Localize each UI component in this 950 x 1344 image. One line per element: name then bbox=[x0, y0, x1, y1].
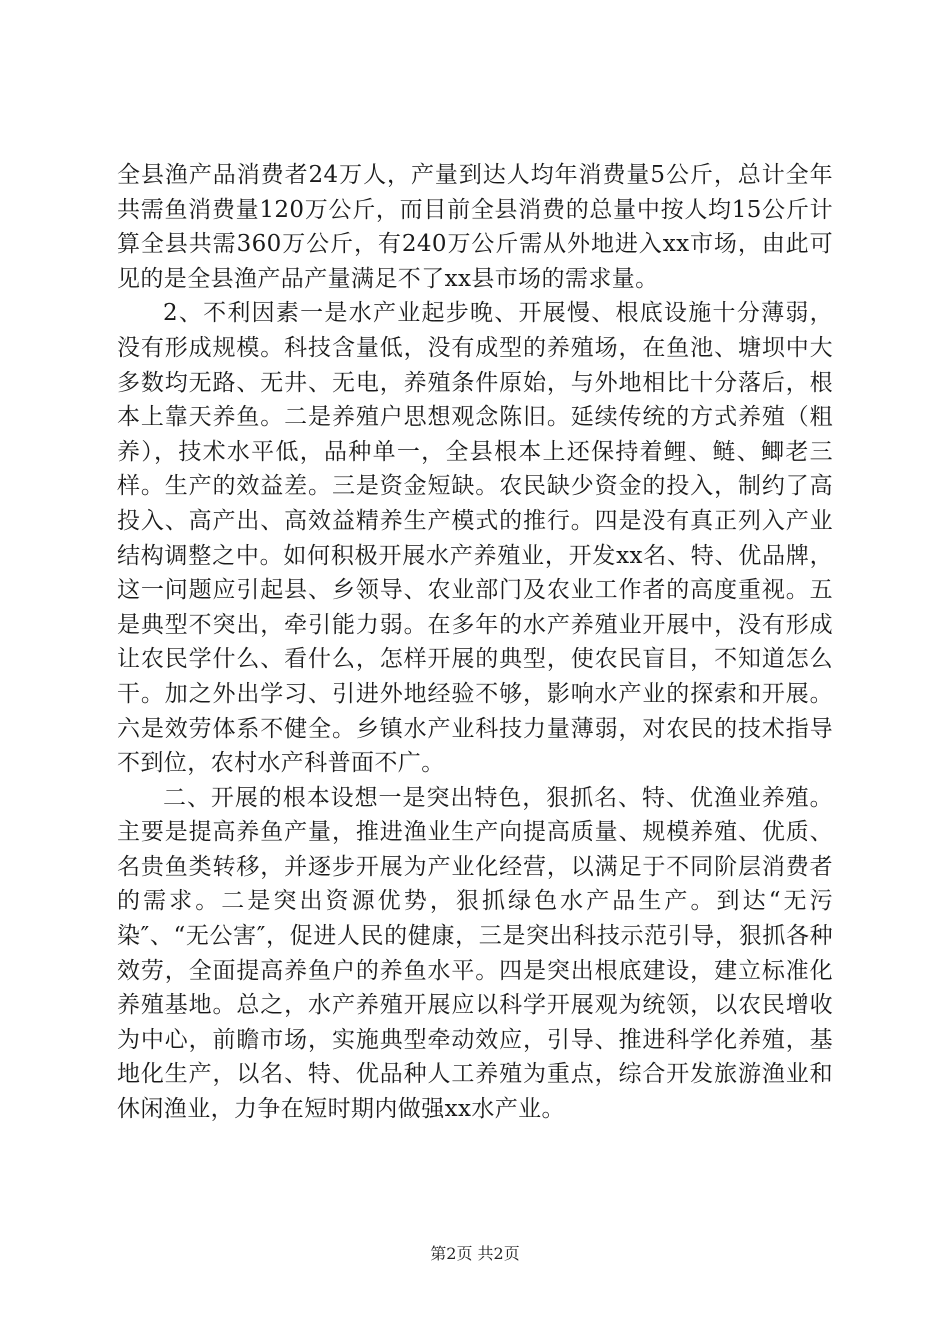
document-body bbox=[117, 158, 833, 1127]
paragraph-consumption-demand: 全县渔产品消费者24万人，产量到达人均年消费量5公斤，总计全年共需鱼消费量120万公斤，而目前全县消费的总量中按人均15公斤计算全县共需360万公斤，有240万公斤需从外地进入xx市场，由此可见的是全县渔产品产量满足不了xx县市场的需求量。 bbox=[117, 162, 833, 292]
page-number-footer: 第2页 共2页 bbox=[430, 1244, 520, 1263]
paragraph-unfavorable-factors: 2、不利因素一是水产业起步晚、开展慢、根底设施十分薄弱，没有形成规模。科技含量低，没有成型的养殖场，在鱼池、塘坝中大多数均无路、无井、无电，养殖条件原始，与外地相比十分落后，根本上靠天养鱼。二是养殖户思想观念陈旧。延续传统的方式养殖（粗养），技术水平低，品种单一，全县根本上还保持着鲤、鲢、鲫老三样。生产的效益差。三是资金短缺。农民缺少资金的投入，制约了高投入、高产出、高效益精养生产模式的推行。四是没有真正列入产业结构调整之中。如何积极开展水产养殖业，开发xx名、特、优品牌，这一问题应引起县、乡领导、农业部门及农业工作者的高度重视。五是典型不突出，牵引能力弱。在多年的水产养殖业开展中，没有形成让农民学什么、看什么，怎样开展的典型，使农民盲目，不知道怎么干。加之外出学习、引进外地经验不够，影响水产业的探索和开展。六是效劳体系不健全。乡镇水产业科技力量薄弱，对农民的技术指导不到位，农村水产科普面不广。 bbox=[117, 300, 833, 777]
paragraph-basic-ideas: 二、开展的根本设想一是突出特色，狠抓名、特、优渔业养殖。主要是提高养鱼产量，推进渔业生产向提高质量、规模养殖、优质、名贵鱼类转移，并逐步开展为产业化经营，以满足于不同阶层消费者的需求。二是突出资源优势，狠抓绿色水产品生产。到达“无污染″、“无公害″，促进人民的健康，三是突出科技示范引导，狠抓各种效劳，全面提高养鱼户的养鱼水平。四是突出根底建设，建立标准化养殖基地。总之，水产养殖开展应以科学开展观为统领，以农民增收为中心，前瞻市场，实施典型牵动效应，引导、推进科学化养殖，基地化生产，以名、特、优品种人工养殖为重点，综合开发旅游渔业和休闲渔业，力争在短时期内做强xx水产业。 bbox=[117, 784, 833, 1123]
